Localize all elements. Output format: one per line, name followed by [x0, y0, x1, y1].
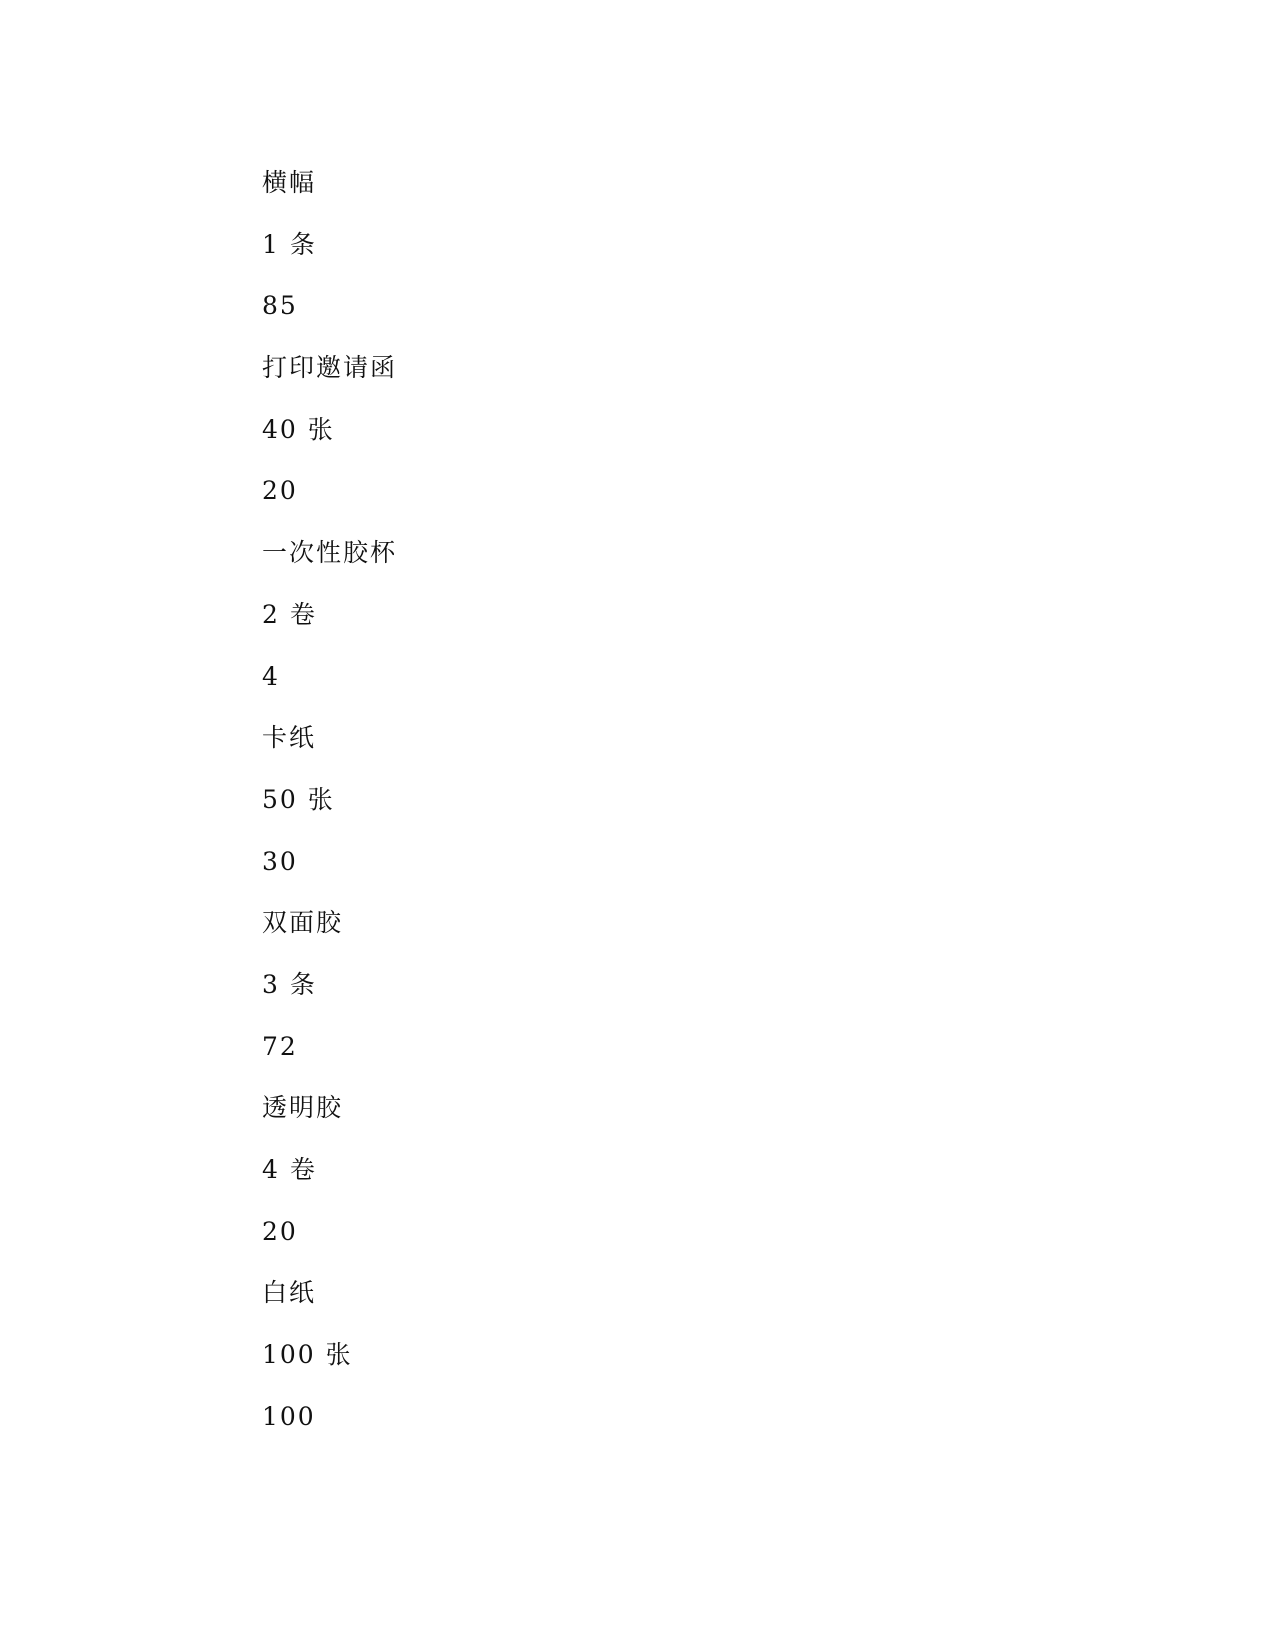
item-quantity: 40 张: [262, 414, 335, 444]
item-quantity: 100 张: [262, 1340, 353, 1370]
item-amount: 4: [262, 661, 280, 691]
item-quantity: 50 张: [262, 784, 335, 814]
item-quantity: 2 卷: [262, 599, 317, 629]
item-name: 白纸: [262, 1278, 317, 1308]
item-amount: 30: [262, 846, 298, 876]
item-name: 卡纸: [262, 723, 317, 753]
item-amount: 100: [262, 1401, 316, 1431]
item-amount: 20: [262, 476, 298, 506]
item-amount: 85: [262, 291, 298, 321]
item-name: 透明胶: [262, 1093, 344, 1123]
item-name: 横幅: [262, 168, 317, 197]
item-name: 双面胶: [262, 908, 344, 938]
item-amount: 72: [262, 1031, 298, 1061]
item-amount: 20: [262, 1216, 298, 1246]
item-quantity: 4 卷: [262, 1155, 317, 1184]
item-quantity: 3 条: [262, 969, 317, 999]
item-quantity: 1 条: [262, 229, 317, 259]
item-name: 打印邀请函: [262, 353, 398, 383]
item-list: [262, 168, 397, 1463]
item-name: 一次性胶杯: [262, 538, 398, 568]
